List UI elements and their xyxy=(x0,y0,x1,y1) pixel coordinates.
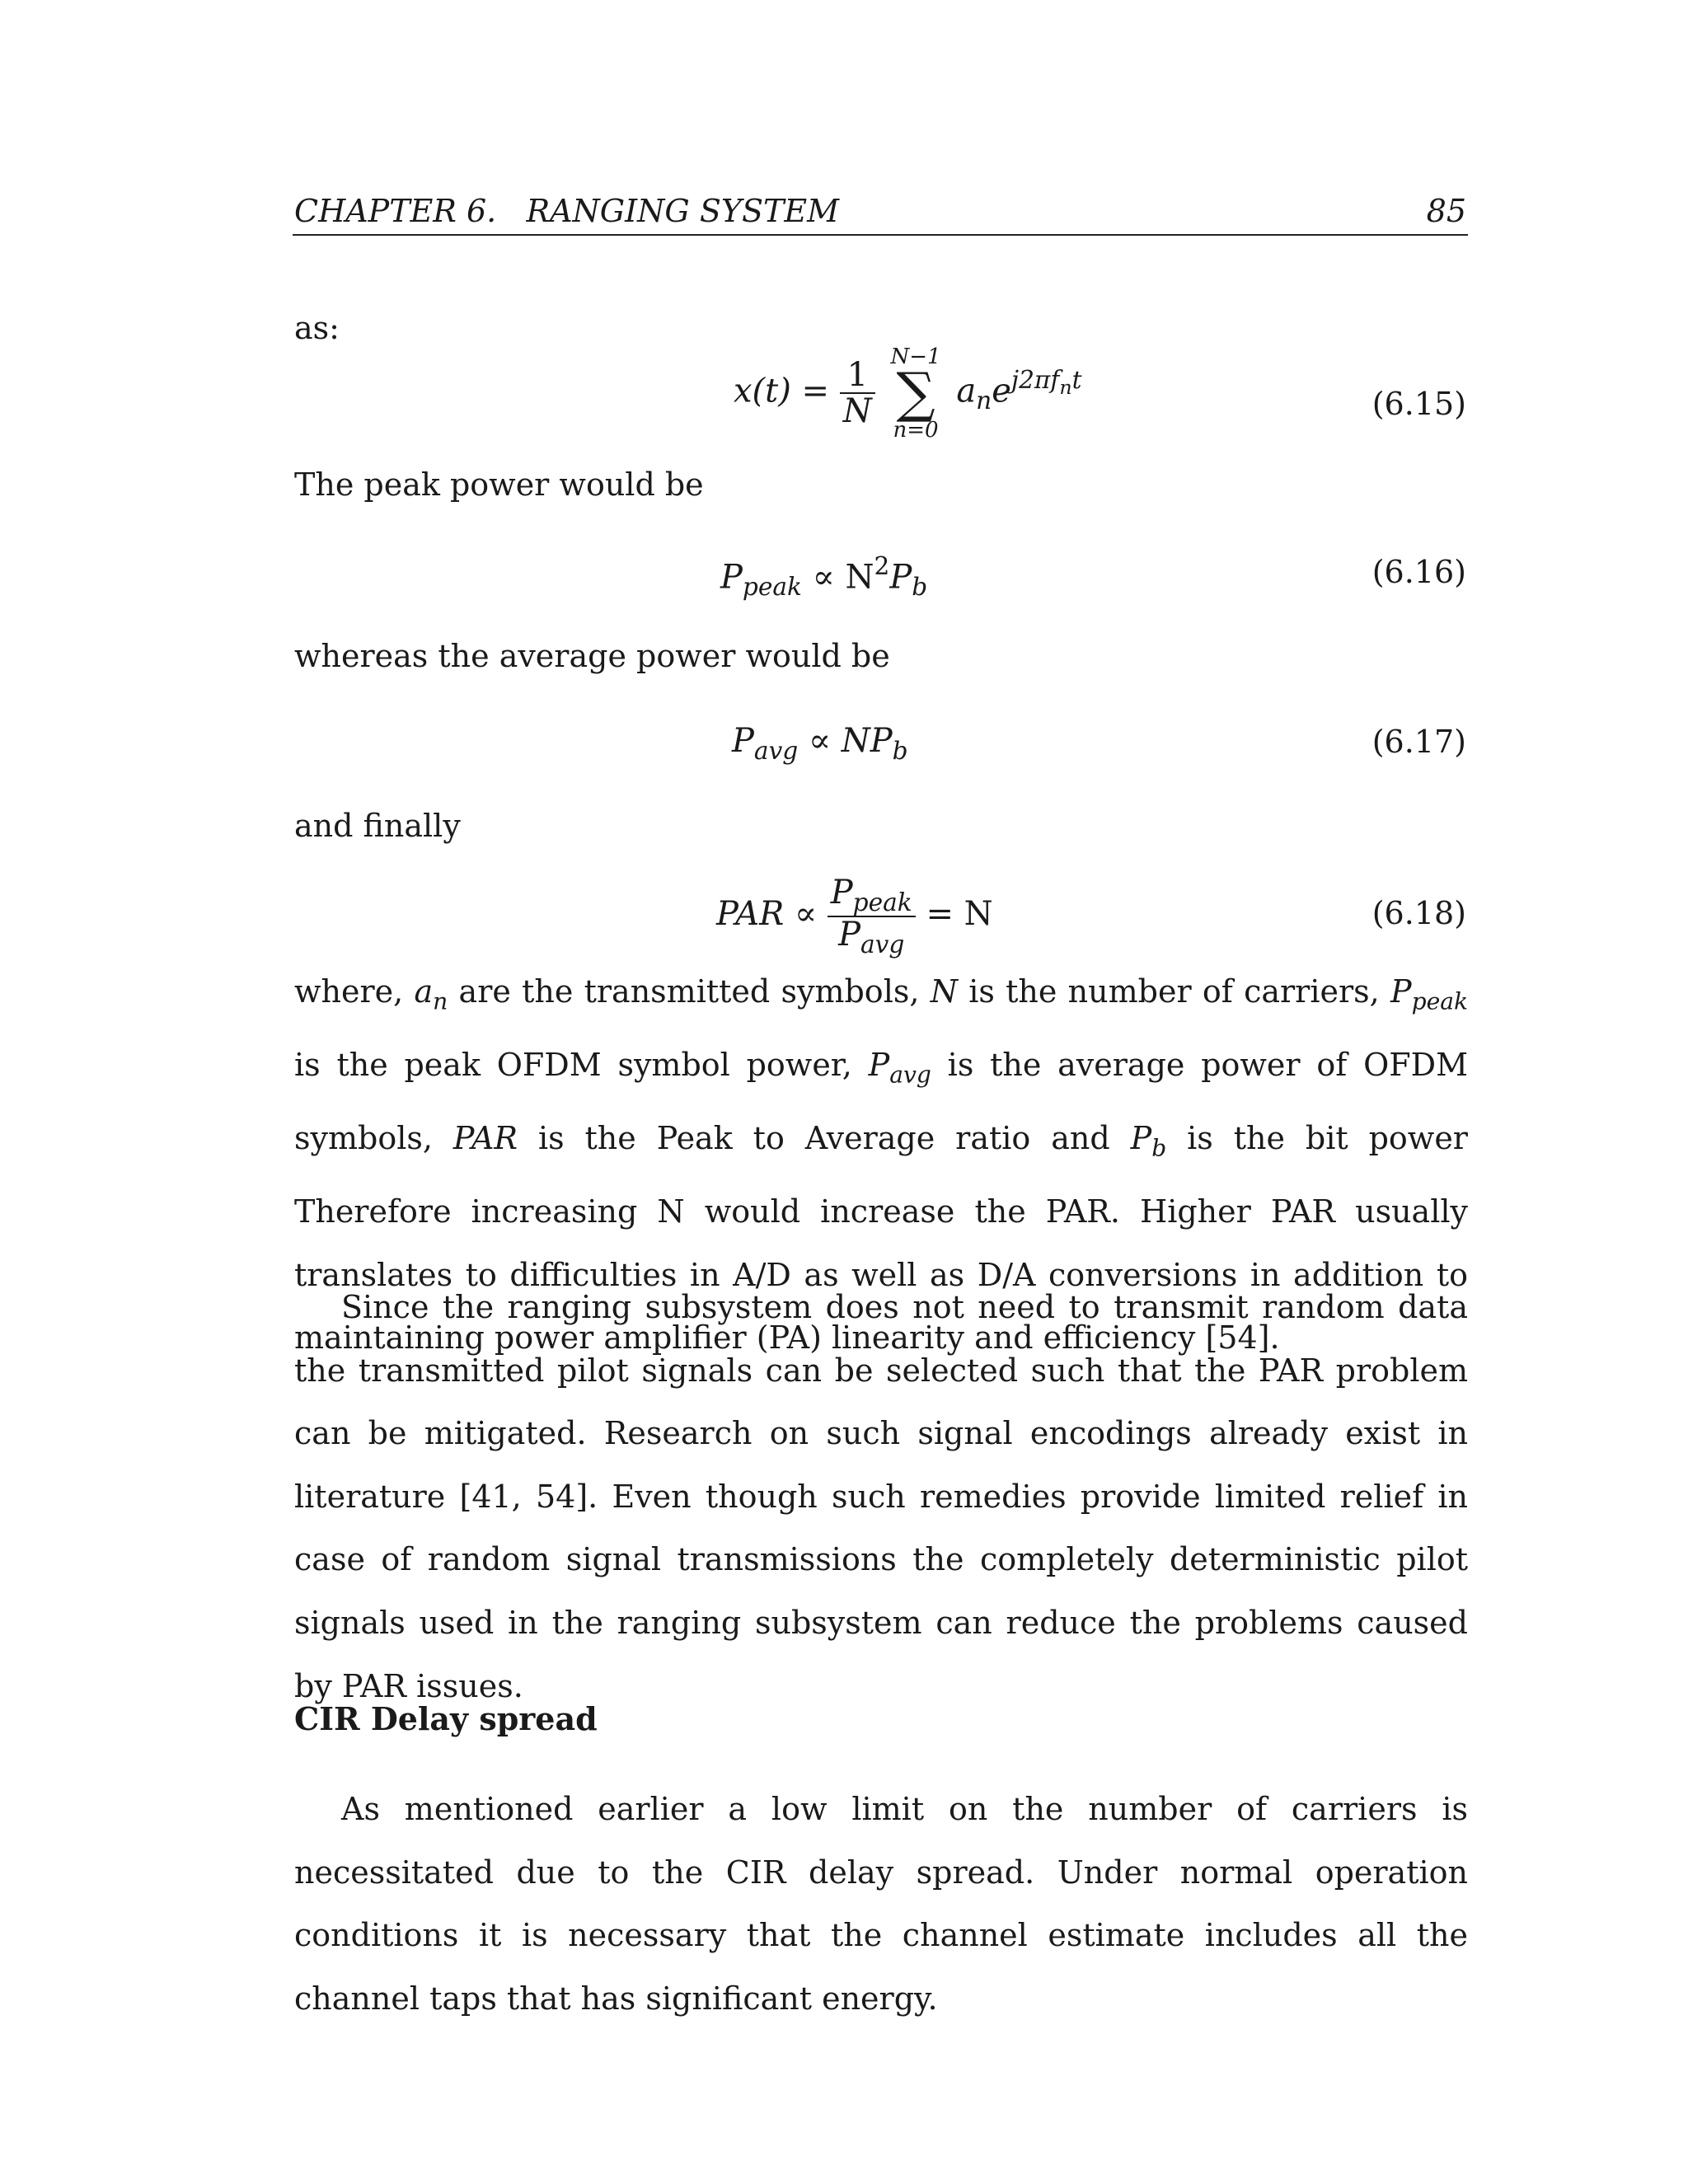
equation-6-18 xyxy=(294,875,1468,958)
eq618-fraction xyxy=(828,875,916,958)
equation-6-16-expression xyxy=(720,552,927,601)
eq615-exp-a: j2πf xyxy=(1010,366,1060,395)
p1-pb: P xyxy=(1130,1120,1152,1157)
p1-ppeak-sub: peak xyxy=(1411,987,1469,1015)
eq616-p2: P xyxy=(889,558,912,597)
eq616-p-sub: peak xyxy=(742,573,802,602)
p1-text-4: is the peak OFDM symbol power, xyxy=(294,1047,869,1084)
text-peak-intro: The peak power would be xyxy=(294,466,704,503)
eq617-p2-sub: b xyxy=(892,736,908,765)
equation-6-15-expression xyxy=(734,346,1081,441)
eq616-sup: 2 xyxy=(874,552,890,580)
eq615-sum-upper: N−1 xyxy=(890,344,941,369)
p1-text-6: is the Peak to Average ratio and xyxy=(518,1120,1131,1157)
eq615-fraction xyxy=(840,358,875,429)
p1-text-5: is the average power of OFDM symbols, xyxy=(294,1047,1468,1157)
equation-6-18-expression xyxy=(716,875,993,958)
eq617-rel: ∝ NP xyxy=(798,722,893,760)
p1-pb-sub: b xyxy=(1151,1134,1167,1162)
equation-number-6-16: (6.16) xyxy=(1372,554,1466,590)
p1-ppeak: P xyxy=(1390,973,1412,1010)
eq618-rhs: = N xyxy=(926,894,993,933)
chapter-title: CHAPTER 6. RANGING SYSTEM xyxy=(294,193,839,229)
equation-6-17-expression xyxy=(732,722,908,765)
section-heading-cir-delay-spread: CIR Delay spread xyxy=(294,1700,598,1737)
p1-text-2: are the transmitted symbols, xyxy=(448,973,931,1010)
p1-pavg: P xyxy=(868,1047,890,1084)
p1-text-1: where, xyxy=(294,973,415,1010)
eq618-lhs: PAR ∝ xyxy=(716,894,818,933)
eq615-summation xyxy=(891,346,941,441)
eq615-frac-den: N xyxy=(842,392,872,431)
text-avg-intro: whereas the average power would be xyxy=(294,638,890,674)
paragraph-cir-delay: As mentioned earlier a low limit on the number of carriers is necessitated due to the CIR delay spread. Under normal operation conditions it is necessary that the channel estimate includes all the channel taps that has significant energy. xyxy=(294,1791,1468,2017)
eq615-term-a: a xyxy=(956,372,977,410)
p1-text-7: is the bit power Therefore increasing N would increase the PAR. Higher PAR usually translates to difficulties in A/D as well as D/A conversions in addition to maintaining power amplifier (PA) linearity and efficiency [54]. xyxy=(294,1120,1468,1357)
eq615-exp-b: t xyxy=(1071,366,1082,395)
p1-pavg-sub: avg xyxy=(889,1061,931,1089)
eq615-term-a-sub: n xyxy=(976,387,992,415)
p1-a: a xyxy=(414,973,434,1010)
eq618-den-p: P xyxy=(838,915,861,954)
eq615-sum-lower: n=0 xyxy=(893,417,939,443)
eq616-p: P xyxy=(720,558,743,597)
equation-6-16 xyxy=(294,552,1468,602)
eq616-rel: ∝ N xyxy=(801,558,874,597)
eq615-lhs: x(t) = xyxy=(734,372,830,410)
eq617-p: P xyxy=(732,722,754,760)
p1-a-sub: n xyxy=(433,987,448,1015)
eq618-num-sub: peak xyxy=(852,888,912,916)
text-finally: and finally xyxy=(294,808,461,844)
p1-n: N xyxy=(930,973,958,1010)
running-header xyxy=(293,191,1468,236)
p1-text-3: is the number of carriers, xyxy=(957,973,1391,1010)
sigma-symbol: ∑ xyxy=(896,361,935,424)
text-as: as: xyxy=(294,310,340,346)
eq615-frac-num: 1 xyxy=(840,358,875,394)
page-number: 85 xyxy=(1426,193,1466,229)
equation-6-17 xyxy=(294,722,1468,771)
eq617-p-sub: avg xyxy=(753,736,799,765)
equation-number-6-18: (6.18) xyxy=(1372,895,1466,931)
equation-number-6-17: (6.17) xyxy=(1372,724,1466,760)
eq615-term-e: e xyxy=(992,372,1011,410)
eq618-num-p: P xyxy=(830,874,853,912)
equation-number-6-15: (6.15) xyxy=(1372,386,1466,422)
eq616-p2-sub: b xyxy=(912,573,928,602)
p1-par: PAR xyxy=(452,1120,518,1157)
eq615-exp-sub: n xyxy=(1059,376,1072,400)
equation-6-15 xyxy=(294,344,1468,443)
paragraph-pilot-signals: Since the ranging subsystem does not need to transmit random data the transmitted pilot signals can be selected such that the PAR problem can be mitigated. Research on such signal encodings already exist in literature [41, 54]. Even though such remedies provide limited relief in case of random signal transmissions the completely deterministic pilot signals used in the ranging subsystem can reduce the problems caused by PAR issues. xyxy=(294,1289,1468,1704)
eq618-den-sub: avg xyxy=(860,930,905,958)
